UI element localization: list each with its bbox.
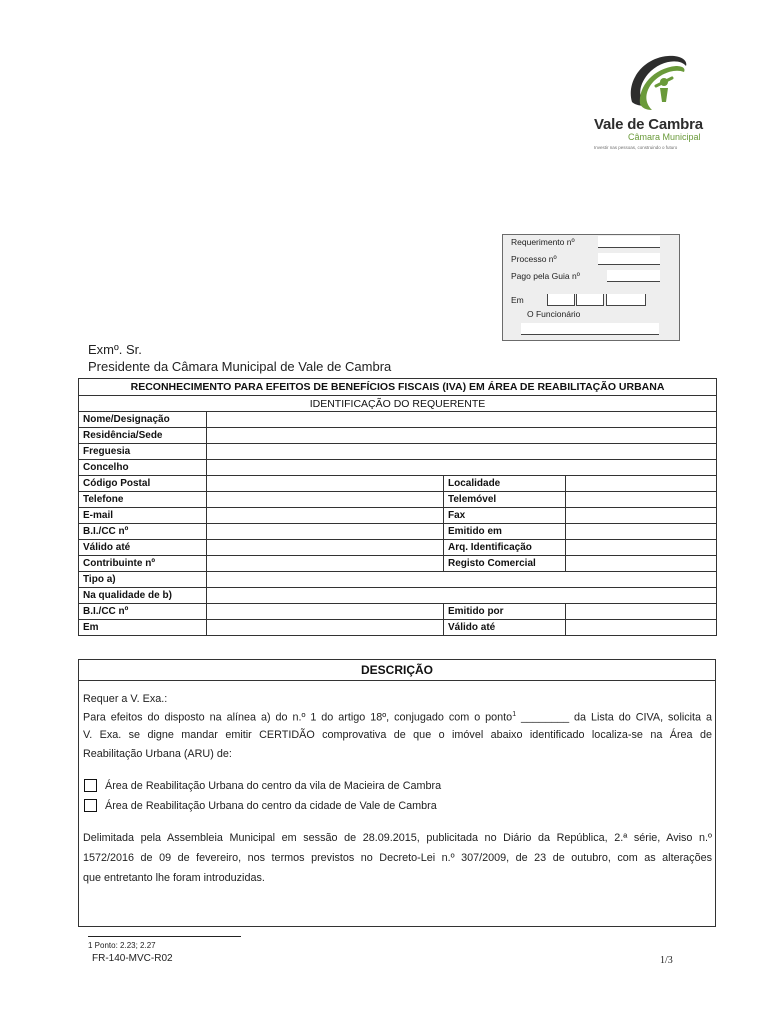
table-row (79, 588, 717, 604)
requerimento-label: Requerimento nº (511, 237, 575, 247)
request-line-2: V. Exa. se digne mandar emitir CERTIDÃO comprovativa de que o imóvel abaixo identificado localiza-se na Área de (83, 729, 712, 741)
qualidade-field[interactable] (207, 588, 717, 604)
pago-guia-field[interactable] (607, 270, 660, 282)
table-row (79, 379, 717, 396)
representative-valido-ate-label: Válido até (444, 620, 566, 636)
form-code: FR-140-MVC-R02 (92, 953, 173, 964)
date-day-field[interactable] (547, 294, 575, 306)
logo-subtitle: Câmara Municipal (628, 132, 701, 142)
emitido-em-field[interactable] (566, 524, 717, 540)
residencia-label: Residência/Sede (79, 428, 207, 444)
table-row (79, 476, 717, 492)
form-title: RECONHECIMENTO PARA EFEITOS DE BENEFÍCIOS FISCAIS (IVA) EM ÁREA DE REABILITAÇÃO URBANA (79, 379, 717, 396)
funcionario-label: O Funcionário (527, 309, 581, 319)
emitido-por-label: Emitido por (444, 604, 566, 620)
em-label: Em (511, 295, 524, 305)
emitido-por-field[interactable] (566, 604, 717, 620)
request-greeting: Requer a V. Exa.: (83, 693, 168, 705)
bicc-label: B.I./CC nº (79, 524, 207, 540)
addressee-recipient: Presidente da Câmara Municipal de Vale de Cambra (88, 359, 392, 374)
nome-label: Nome/Designação (79, 412, 207, 428)
pago-guia-label: Pago pela Guia nº (511, 271, 580, 281)
representative-bicc-field[interactable] (207, 604, 444, 620)
footnote: 1 Ponto: 2.23; 2.27 (88, 941, 156, 950)
telefone-field[interactable] (207, 492, 444, 508)
codigo-postal-field[interactable] (207, 476, 444, 492)
processo-field[interactable] (598, 253, 660, 265)
telemovel-field[interactable] (566, 492, 717, 508)
arq-identificacao-field[interactable] (566, 540, 717, 556)
table-row (79, 524, 717, 540)
tipo-field[interactable] (207, 572, 717, 588)
addressee (88, 341, 391, 375)
representative-em-label: Em (79, 620, 207, 636)
table-row (79, 492, 717, 508)
fax-field[interactable] (566, 508, 717, 524)
emitido-em-label: Emitido em (444, 524, 566, 540)
codigo-postal-label: Código Postal (79, 476, 207, 492)
request-line-1-text: Para efeitos do disposto na alínea a) do n.º 1 do artigo 18º, conjugado com o ponto (83, 711, 513, 724)
arq-identificacao-label: Arq. Identificação (444, 540, 566, 556)
funcionario-signature-field[interactable] (521, 323, 659, 335)
valido-ate-field[interactable] (207, 540, 444, 556)
table-row (79, 428, 717, 444)
description-title: DESCRIÇÃO (79, 660, 715, 681)
residencia-field[interactable] (207, 428, 717, 444)
request-line-1 (83, 711, 712, 724)
concelho-field[interactable] (207, 460, 717, 476)
processo-label: Processo nº (511, 254, 557, 264)
tipo-label: Tipo a) (79, 572, 207, 588)
registo-comercial-label: Registo Comercial (444, 556, 566, 572)
telefone-label: Telefone (79, 492, 207, 508)
request-line-3: Reabilitação Urbana (ARU) de: (83, 748, 232, 760)
contribuinte-field[interactable] (207, 556, 444, 572)
freguesia-label: Freguesia (79, 444, 207, 460)
delimitation-line-2: 1572/2016 de 09 de fevereiro, nos termos previstos no Decreto-Lei n.º 307/2009, de 23 de outubro, com as alterações (83, 852, 712, 864)
qualidade-label: Na qualidade de b) (79, 588, 207, 604)
requerimento-field[interactable] (598, 236, 660, 248)
localidade-label: Localidade (444, 476, 566, 492)
representative-em-field[interactable] (207, 620, 444, 636)
table-row (79, 396, 717, 412)
valido-ate-label: Válido até (79, 540, 207, 556)
delimitation-line-1: Delimitada pela Assembleia Municipal em sessão de 28.09.2015, publicitada no Diário da República, 2.ª série, Aviso n.º (83, 832, 712, 844)
representative-bicc-label: B.I./CC nº (79, 604, 207, 620)
table-row (79, 412, 717, 428)
telemovel-label: Telemóvel (444, 492, 566, 508)
description-section (78, 659, 716, 927)
localidade-field[interactable] (566, 476, 717, 492)
aru-vale-de-cambra-label: Área de Reabilitação Urbana do centro da cidade de Vale de Cambra (105, 800, 437, 812)
table-row (79, 508, 717, 524)
aru-vale-de-cambra-checkbox[interactable] (84, 799, 97, 812)
aru-macieira-label: Área de Reabilitação Urbana do centro da vila de Macieira de Cambra (105, 780, 442, 792)
aru-macieira-checkbox[interactable] (84, 779, 97, 792)
table-row (79, 460, 717, 476)
footnote-reference: 1 (512, 711, 517, 718)
date-month-field[interactable] (576, 294, 604, 306)
addressee-salutation: Exmº. Sr. (88, 342, 142, 357)
logo-emblem-icon (624, 52, 690, 116)
table-row (79, 540, 717, 556)
concelho-label: Concelho (79, 460, 207, 476)
registo-comercial-field[interactable] (566, 556, 717, 572)
table-row (79, 572, 717, 588)
nome-field[interactable] (207, 412, 717, 428)
representative-valido-ate-field[interactable] (566, 620, 717, 636)
bicc-field[interactable] (207, 524, 444, 540)
requester-identification-table (78, 378, 717, 636)
table-row (79, 620, 717, 636)
table-row (79, 444, 717, 460)
table-row (79, 556, 717, 572)
page-number: 1/3 (660, 955, 673, 966)
email-label: E-mail (79, 508, 207, 524)
contribuinte-label: Contribuinte nº (79, 556, 207, 572)
table-row (79, 604, 717, 620)
delimitation-line-3: que entretanto lhe foram introduzidas. (83, 872, 265, 884)
logo-title: Vale de Cambra (594, 116, 703, 133)
section-heading: IDENTIFICAÇÃO DO REQUERENTE (79, 396, 717, 412)
municipal-logo (588, 52, 718, 156)
office-use-box (502, 234, 680, 341)
logo-slogan: Investir nas pessoas, construindo o futuro (594, 145, 678, 150)
date-year-field[interactable] (606, 294, 646, 306)
email-field[interactable] (207, 508, 444, 524)
freguesia-field[interactable] (207, 444, 717, 460)
request-line-1-end: ________ da Lista do CIVA, solicita a (521, 711, 712, 724)
fax-label: Fax (444, 508, 566, 524)
footnote-divider (88, 936, 241, 937)
